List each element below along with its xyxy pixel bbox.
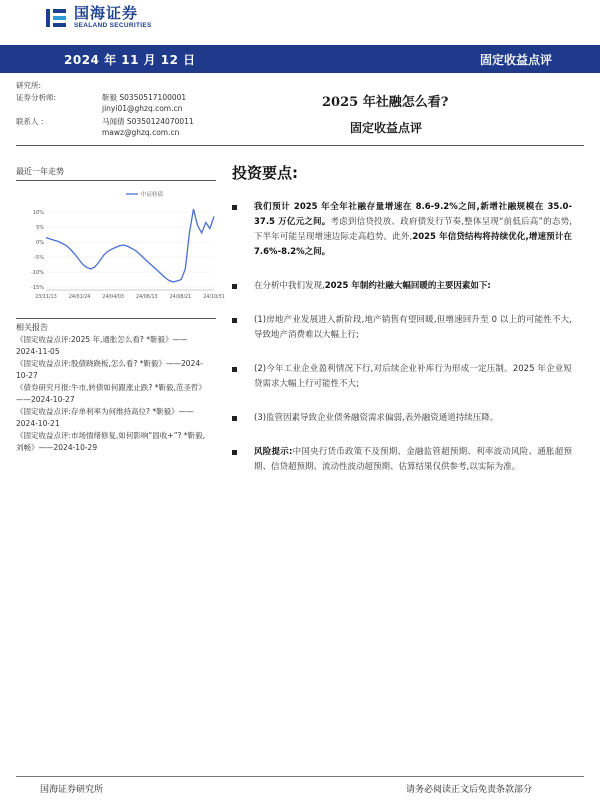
analyst-email[interactable]: jinyi01@ghzq.com.cn [102, 104, 183, 113]
investment-points [232, 200, 572, 494]
report-link[interactable]: 《固定收益点评:2025 年,通胀怎么看? *靳毅》——2024-11-05 [16, 335, 188, 356]
footer-divider [16, 776, 584, 777]
y-tick-label: 5% [36, 225, 44, 231]
bullet-text: 在分析中我们发现, [254, 281, 325, 291]
bullet-bold: 2025 年信贷结构将持续优化,增速预计在 7.6%-8.2%之间。 [254, 232, 572, 257]
logo-en-text: SEALAND SECURITIES [74, 22, 152, 30]
bullet-text: (1)房地产业发展进入新阶段,地产销售有望回暖,但增速回升至 0 以上的可能性不大,导致地产消费难以大幅上行; [254, 315, 572, 340]
bullet-item [232, 279, 572, 294]
analyst-label: 证券分析师: [16, 93, 57, 102]
bullet-text: (3)监管因素导致企业债务融资需求偏弱,表外融资通道持续压降。 [254, 413, 499, 423]
report-link[interactable]: 《固定收益点评:市场情绪修复,如何影响“固收+”? *靳毅,刘畅》——2024-10-29 [16, 431, 205, 452]
report-link[interactable]: 《固定收益点评:股债跷跷板,怎么看? *靳毅》——2024-10-27 [16, 359, 203, 380]
report-link[interactable]: 《债券研究月报:牛市,转债如何跟涨止跌? *靳毅,范圣哲》——2024-10-27 [16, 383, 206, 404]
bullet-text: (2)今年工业企业盈利情况下行,对后续企业补库行为形成一定压制。2025 年企业短贷需求大幅上行可能性不大; [254, 364, 572, 389]
x-tick-label: 24/10/31 [203, 295, 225, 300]
trend-heading: 最近一年走势 [16, 167, 64, 176]
bullet-item [232, 362, 572, 392]
report-date: 2024 年 11 月 12 日 [64, 53, 196, 67]
bullet-bold: 我们预计 2025 年全年社融存量增速在 8.6-9.2%之间,新增社融规模在 35.0-37.5 万亿元之间。 [254, 202, 572, 227]
y-tick-label: -15% [31, 285, 44, 291]
bullet-bold: 2025 年制约社融大幅回暖的主要因素如下: [324, 281, 491, 291]
y-tick-label: 0% [36, 240, 44, 246]
trend-chart [28, 186, 225, 302]
divider [16, 180, 216, 181]
footer-disclaimer: 请务必阅读正文后免责条款部分 [406, 785, 533, 795]
x-tick-label: 24/01/24 [68, 295, 91, 300]
x-tick-label: 24/06/13 [136, 295, 158, 300]
bullet-item [232, 313, 572, 343]
company-logo [44, 2, 204, 34]
legend-label: 中证转债 [141, 192, 164, 198]
footer-institute: 国海证券研究所 [40, 785, 104, 795]
y-tick-label: -5% [34, 255, 44, 261]
document-title: 2025 年社融怎么看? [322, 95, 449, 110]
sealand-logo-icon [44, 6, 68, 30]
investment-heading: 投资要点: [232, 164, 298, 182]
analyst-label: 研究所: [16, 81, 42, 90]
related-reports [16, 334, 206, 454]
x-tick-label: 24/04/03 [102, 295, 124, 300]
y-tick-label: -10% [31, 270, 44, 276]
analyst-value: 靳毅 S0350517100001 [102, 93, 187, 102]
divider [16, 145, 584, 146]
report-link[interactable]: 《固定收益点评:存单利率为何维持高位? *靳毅》——2024-10-21 [16, 407, 194, 428]
bullet-text: 考虑到信贷投放、政府债发行节奏,整体呈现“前低后高”的态势,下半年可能呈现增速边际走高趋势。此外, [254, 217, 573, 242]
risk-heading: 风险提示: [254, 447, 293, 457]
x-tick-label: 23/11/13 [35, 295, 57, 300]
analyst-value: 马闻倩 S0350124070011 [102, 117, 194, 126]
divider [16, 318, 216, 319]
bullet-item [232, 200, 572, 260]
y-tick-label: 10% [32, 210, 44, 216]
risk-warning [232, 445, 572, 475]
report-category: 固定收益点评 [480, 53, 553, 67]
analyst-email[interactable]: mawz@ghzq.com.cn [102, 128, 180, 137]
reports-heading: 相关报告 [16, 323, 48, 332]
bullet-item [232, 411, 572, 426]
logo-cn-text: 国海证券 [74, 4, 139, 23]
analyst-label: 联系人 : [16, 117, 44, 126]
x-tick-label: 24/08/21 [169, 295, 192, 300]
chart-series-line [46, 209, 214, 282]
document-subtitle: 固定收益点评 [350, 121, 423, 135]
risk-text: 中国央行货币政策不及预期、金融监管超预期、利率波动风险、通胀超预期、信贷超预期、流动性波动超预期、估算结果仅供参考,以实际为准。 [254, 447, 572, 472]
